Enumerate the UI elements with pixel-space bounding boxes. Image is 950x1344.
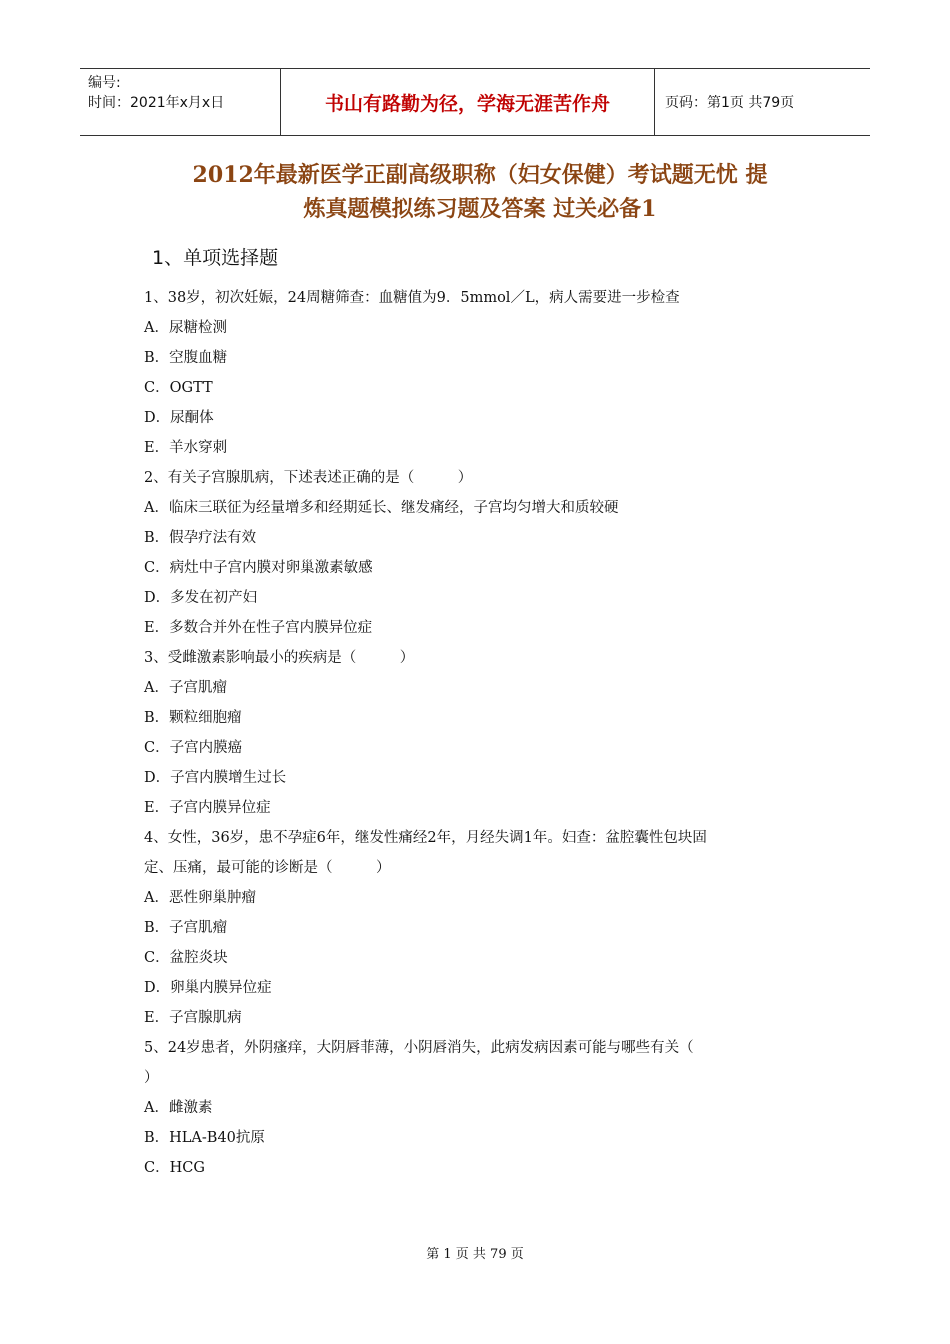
text-line: B．假孕疗法有效 [144, 530, 257, 546]
text-line: A．临床三联征为经量增多和经期延长、继发痛经，子宫均匀增大和质较硬 [144, 500, 619, 516]
text-line: 2、有关子宫腺肌病，下述表述正确的是（ ） [144, 470, 473, 486]
header-motto: 书山有路勤为径，学海无涯苦作舟 [281, 69, 655, 135]
text-line: A．子宫肌瘤 [144, 680, 227, 696]
text-line: B．子宫肌瘤 [144, 920, 228, 936]
text-line: A．雌激素 [144, 1100, 213, 1116]
text-line: ） [144, 1070, 159, 1086]
title-line-2: 炼真题模拟练习题及答案 过关必备1 [303, 196, 657, 222]
text-line: E．多数合并外在性子宫内膜异位症 [144, 620, 373, 636]
text-line: C．病灶中子宫内膜对卵巢激素敏感 [144, 560, 373, 576]
text-line: A．尿糖检测 [144, 320, 227, 336]
text-line: C．子宫内膜癌 [144, 740, 243, 756]
page-footer: 第 1 页 共 79 页 [426, 1247, 524, 1262]
text-line: A．恶性卵巢肿瘤 [144, 890, 256, 906]
header-page-info: 页码：第1页 共79页 [665, 95, 795, 111]
text-line: B．空腹血糖 [144, 350, 228, 366]
text-line: B．颗粒细胞瘤 [144, 710, 242, 726]
text-line: D．卵巢内膜异位症 [144, 980, 272, 996]
text-line: D．多发在初产妇 [144, 590, 258, 606]
time-label: 时间：2021年x月x日 [88, 95, 225, 111]
text-line: D．子宫内膜增生过长 [144, 770, 287, 786]
text-line: E．子宫腺肌病 [144, 1010, 242, 1026]
header-meta [80, 69, 281, 135]
section-title: 1、单项选择题 [152, 247, 279, 269]
text-line: C．OGTT [144, 380, 213, 396]
text-line: 定、压痛，最可能的诊断是（ ） [144, 860, 391, 876]
text-line: E．羊水穿刺 [144, 440, 228, 456]
text-line: 1、38岁，初次妊娠，24周糖筛查：血糖值为9．5mmol／L，病人需要进一步检查 [144, 290, 680, 306]
text-line: C．HCG [144, 1160, 205, 1176]
text-line: B．HLA-B40抗原 [144, 1130, 265, 1146]
text-line: D．尿酮体 [144, 410, 214, 426]
text-line: 4、女性，36岁，患不孕症6年，继发性痛经2年，月经失调1年。妇查：盆腔囊性包块固 [144, 830, 707, 846]
text-line: 5、24岁患者，外阴瘙痒，大阴唇菲薄，小阴唇消失，此病发病因素可能与哪些有关（ [144, 1040, 694, 1056]
question-content [144, 283, 809, 1183]
title-line-1: 2012年最新医学正副高级职称（妇女保健）考试题无忧 提 [192, 162, 768, 188]
text-line: E．子宫内膜异位症 [144, 800, 271, 816]
page-header [80, 68, 870, 136]
text-line: 3、受雌激素影响最小的疾病是（ ） [144, 650, 415, 666]
number-label: 编号: [88, 75, 121, 91]
document-title [140, 158, 820, 226]
text-line: C．盆腔炎块 [144, 950, 228, 966]
